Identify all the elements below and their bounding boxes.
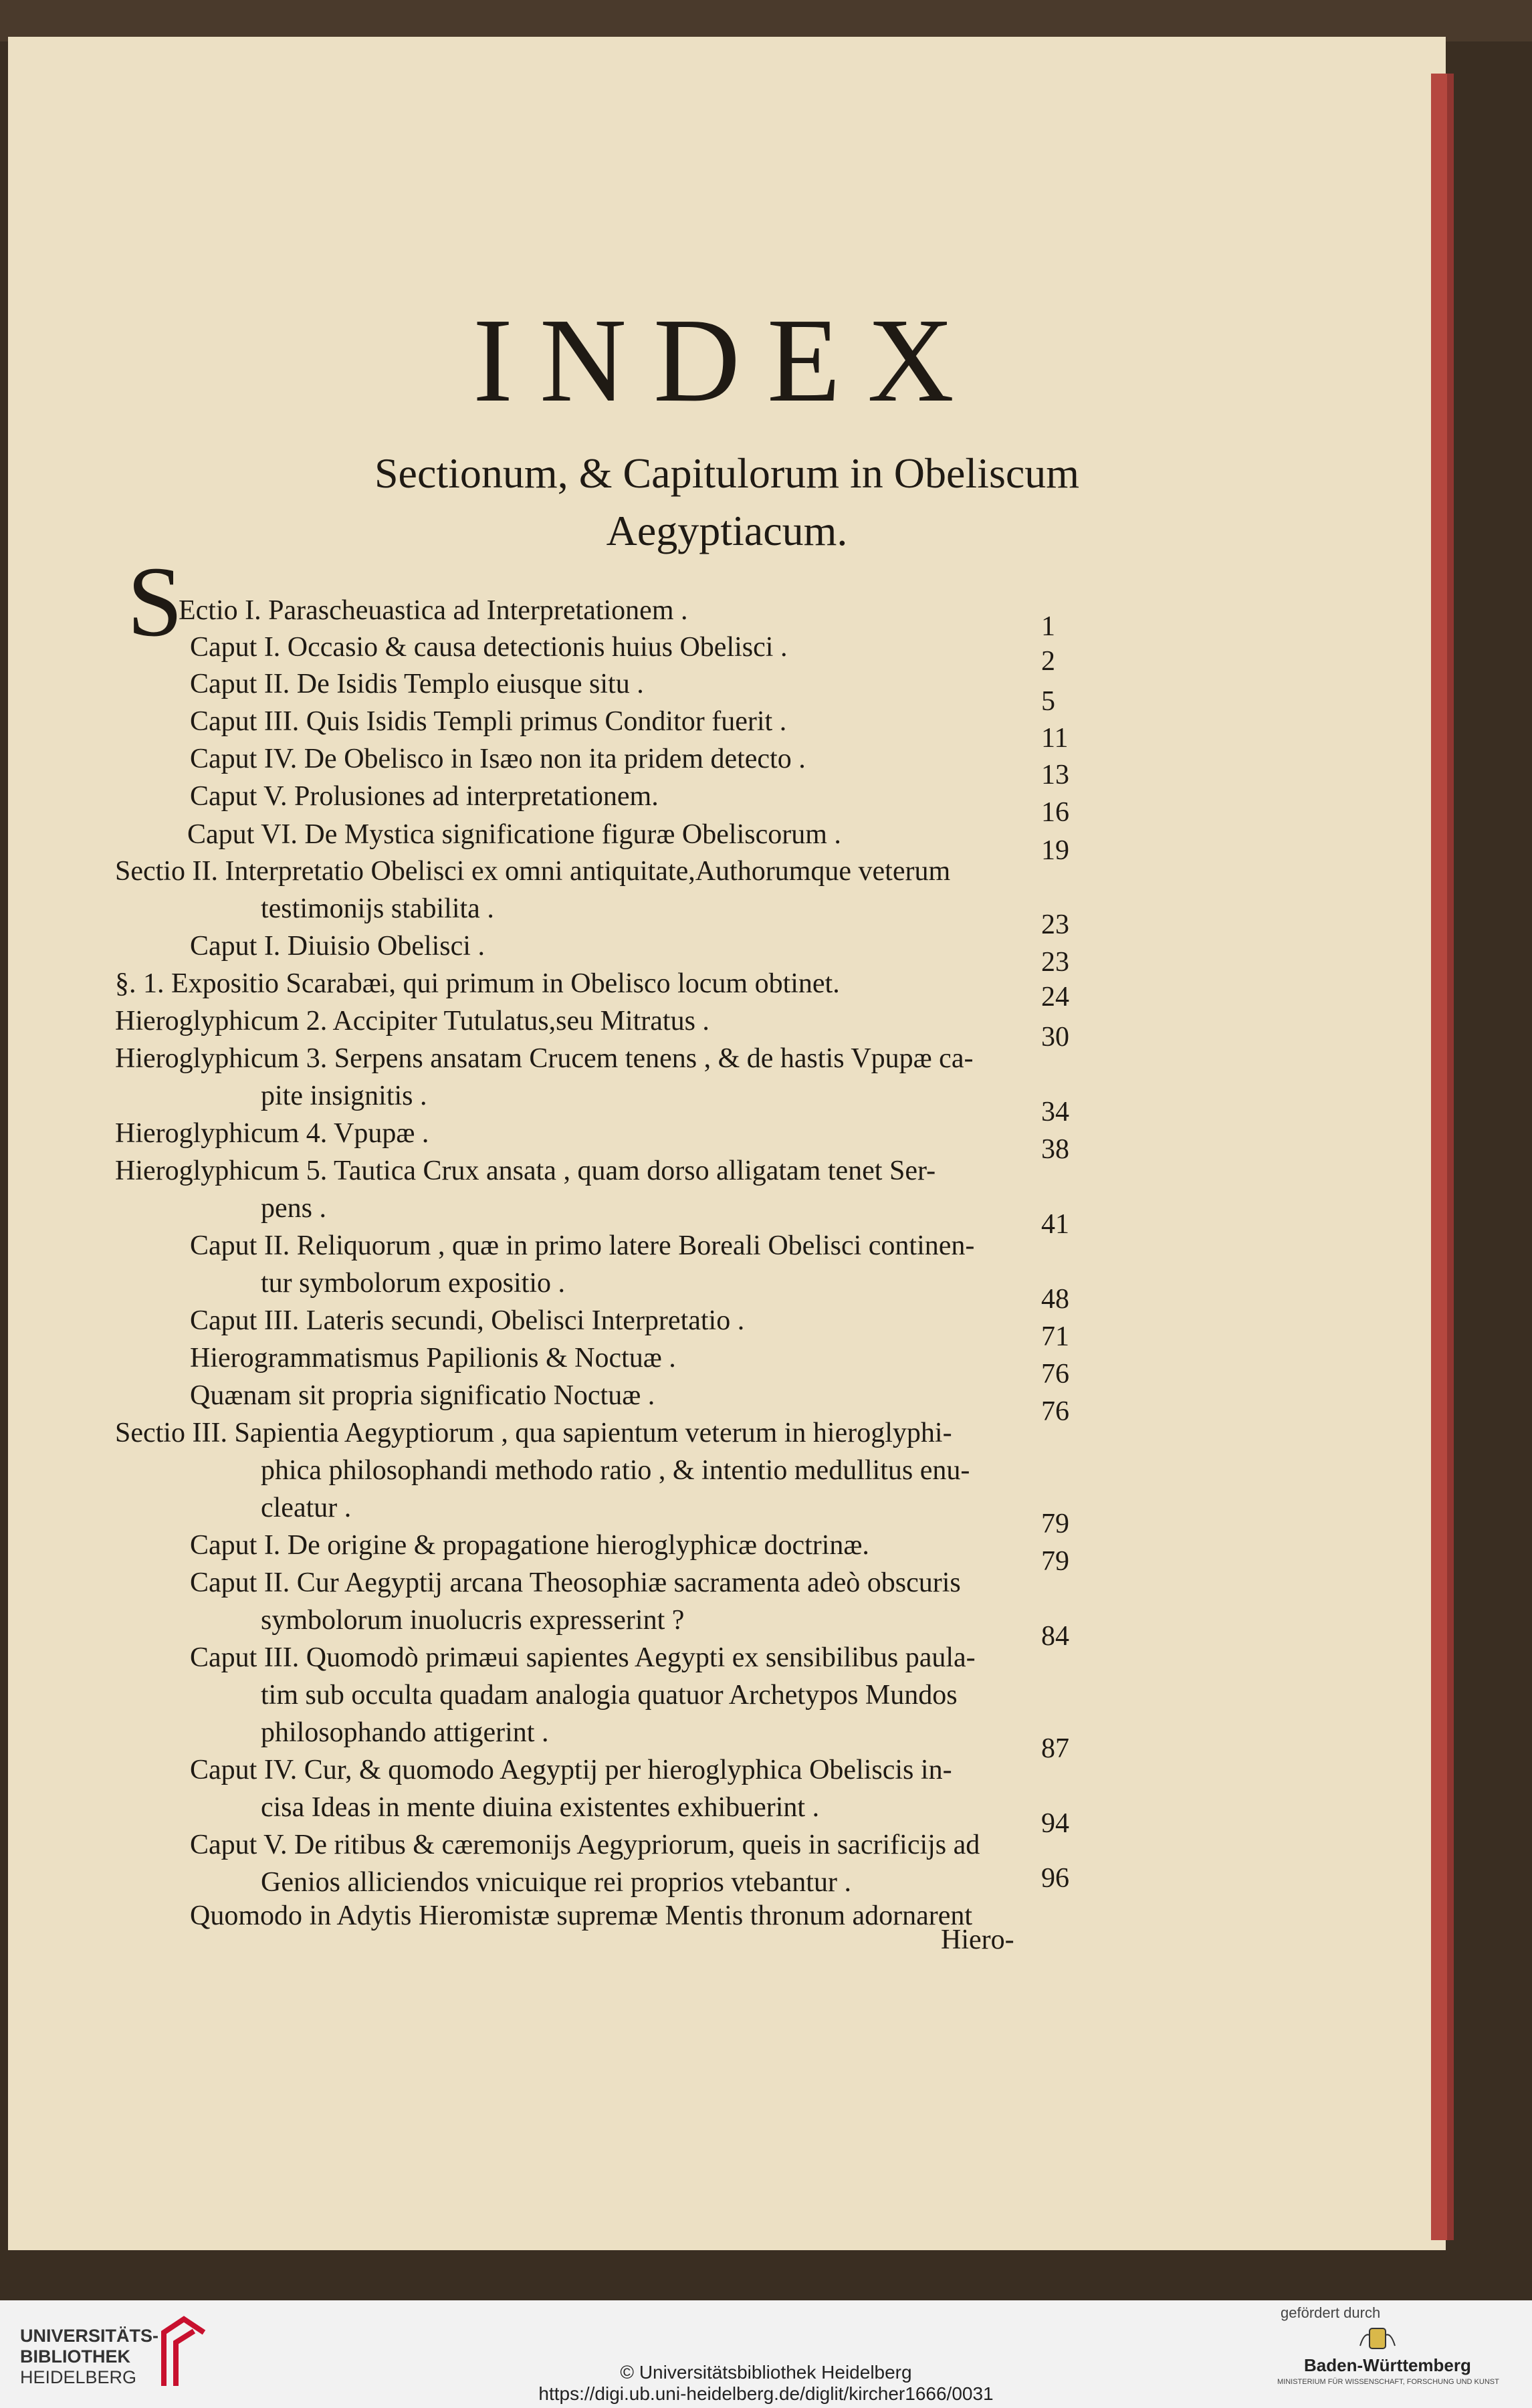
index-entry: Caput III. Lateris secundi, Obelisci Interpretatio .	[190, 1305, 745, 1336]
index-entry: Caput II. De Isidis Templo eiusque situ .	[190, 669, 644, 699]
page-number: 2	[1041, 646, 1055, 677]
index-entry: philosophando attigerint .	[261, 1717, 549, 1748]
index-entry: Quomodo in Adytis Hieromistæ supremæ Mentis thronum adornarent	[190, 1900, 973, 1931]
page-number: 34	[1041, 1097, 1069, 1127]
index-entry: Genios alliciendos vnicuique rei proprios vtebantur .	[261, 1867, 851, 1898]
index-entry: §. 1. Expositio Scarabæi, qui primum in Obelisco locum obtinet.	[115, 968, 840, 999]
index-entry: Hieroglyphicum 3. Serpens ansatam Crucem tenens , & de hastis Vpupæ ca-	[115, 1043, 974, 1074]
index-entry: cleatur .	[261, 1493, 352, 1523]
page-number: 76	[1041, 1396, 1069, 1427]
funded-by-label: gefördert durch	[1281, 2304, 1381, 2321]
page-number: 30	[1041, 1022, 1069, 1053]
page-number: 84	[1041, 1621, 1069, 1652]
page-number: 11	[1041, 723, 1069, 754]
catchword: Hiero-	[941, 1925, 1014, 1955]
index-entry: Caput III. Quis Isidis Templi primus Conditor fuerit .	[190, 706, 787, 737]
page-number: 19	[1041, 835, 1069, 866]
library-line-1: UNIVERSITÄTS-	[20, 2326, 159, 2346]
index-entry: tim sub occulta quadam analogia quatuor Archetypos Mundos	[261, 1680, 958, 1711]
index-entry: Hieroglyphicum 5. Tautica Crux ansata , quam dorso alligatam tenet Ser-	[115, 1156, 936, 1186]
index-entry: Caput VI. De Mystica significatione figuræ Obeliscorum .	[187, 819, 841, 850]
index-entry: Caput IV. Cur, & quomodo Aegyptij per hieroglyphica Obeliscis in-	[190, 1755, 952, 1785]
funder-name: Baden-Württemberg	[1304, 2355, 1471, 2375]
page-number: 94	[1041, 1808, 1069, 1839]
book-top-edge	[0, 0, 1532, 41]
index-entry: Caput I. De origine & propagatione hieroglyphicæ doctrinæ.	[190, 1530, 869, 1561]
index-entry: phica philosophandi methodo ratio , & intentio medullitus enu-	[261, 1455, 970, 1486]
index-entry: Caput I. Occasio & causa detectionis huius Obelisci .	[190, 632, 788, 663]
library-line-2: BIBLIOTHEK	[20, 2346, 130, 2367]
page-number: 96	[1041, 1863, 1069, 1894]
page-subtitle	[8, 445, 1446, 560]
index-entry: Caput III. Quomodò primæui sapientes Aegypti ex sensibilibus paula-	[190, 1642, 976, 1673]
index-entry: testimonijs stabilita .	[261, 893, 494, 924]
funder-subtitle: MINISTERIUM FÜR WISSENSCHAFT, FORSCHUNG UND KUNST	[1277, 2378, 1499, 2386]
index-entry: Caput II. Reliquorum , quæ in primo latere Boreali Obelisci continen-	[190, 1230, 975, 1261]
index-entry: Hieroglyphicum 2. Accipiter Tutulatus,seu Mitratus .	[115, 1006, 709, 1036]
index-entry: Caput V. De ritibus & cæremonijs Aegypriorum, queis in sacrificijs ad	[190, 1830, 980, 1860]
index-entry: Hieroglyphicum 4. Vpupæ .	[115, 1118, 429, 1149]
index-entry: symbolorum inuolucris expresserint ?	[261, 1605, 685, 1636]
index-entry: pite insignitis .	[261, 1081, 427, 1111]
page-number: 41	[1041, 1209, 1069, 1240]
page-number: 5	[1041, 686, 1055, 717]
copyright-text: © Universitätsbibliothek Heidelberg	[620, 2362, 912, 2383]
coat-of-arms-icon	[1357, 2326, 1398, 2352]
page-red-edge	[1431, 74, 1447, 2240]
page-number: 23	[1041, 947, 1069, 978]
page-number: 24	[1041, 982, 1069, 1012]
page-number: 79	[1041, 1546, 1069, 1577]
index-entry: cisa Ideas in mente diuina existentes exhibuerint .	[261, 1792, 820, 1823]
index-entry: Sectio II. Interpretatio Obelisci ex omni antiquitate,Authorumque veterum	[115, 856, 951, 887]
index-entry: Caput I. Diuisio Obelisci .	[190, 931, 485, 962]
library-line-3: HEIDELBERG	[20, 2367, 137, 2387]
page-red-edge-shadow	[1447, 74, 1454, 2240]
page-number: 13	[1041, 760, 1069, 790]
subtitle-line-1: Sectionum, & Capitulorum in Obeliscum	[374, 449, 1080, 497]
page-number: 23	[1041, 909, 1069, 940]
page-number: 79	[1041, 1509, 1069, 1539]
subtitle-line-2: Aegyptiacum.	[606, 507, 848, 554]
book-page	[8, 37, 1446, 2250]
page-number: 48	[1041, 1284, 1069, 1315]
index-entry: Caput II. Cur Aegyptij arcana Theosophiæ sacramenta adeò obscuris	[190, 1567, 961, 1598]
index-entry: pens .	[261, 1193, 326, 1224]
index-entry: Quænam sit propria significatio Noctuæ .	[190, 1380, 655, 1411]
page-number: 87	[1041, 1733, 1069, 1764]
index-entry: Caput V. Prolusiones ad interpretationem.	[190, 781, 659, 812]
page-number: 1	[1041, 611, 1055, 642]
page-number: 71	[1041, 1321, 1069, 1352]
permalink-url[interactable]: https://digi.ub.uni-heidelberg.de/diglit/kircher1666/0031	[538, 2383, 994, 2404]
page-number: 16	[1041, 797, 1069, 828]
index-entry: Hierogrammatismus Papilionis & Noctuæ .	[190, 1343, 676, 1374]
index-entry: tur symbolorum expositio .	[261, 1268, 565, 1299]
viewer-footer	[0, 2300, 1532, 2408]
index-entry: Ectio I. Parascheuastica ad Interpretationem .	[179, 595, 688, 626]
drop-cap: S	[127, 546, 183, 657]
index-entry: Caput IV. De Obelisco in Isæo non ita pridem detecto .	[190, 744, 806, 774]
page-title: INDEX	[473, 294, 981, 427]
index-entry: Sectio III. Sapientia Aegyptiorum , qua sapientum veterum in hieroglyphi-	[115, 1418, 952, 1448]
page-number: 38	[1041, 1134, 1069, 1165]
page-number: 76	[1041, 1359, 1069, 1390]
